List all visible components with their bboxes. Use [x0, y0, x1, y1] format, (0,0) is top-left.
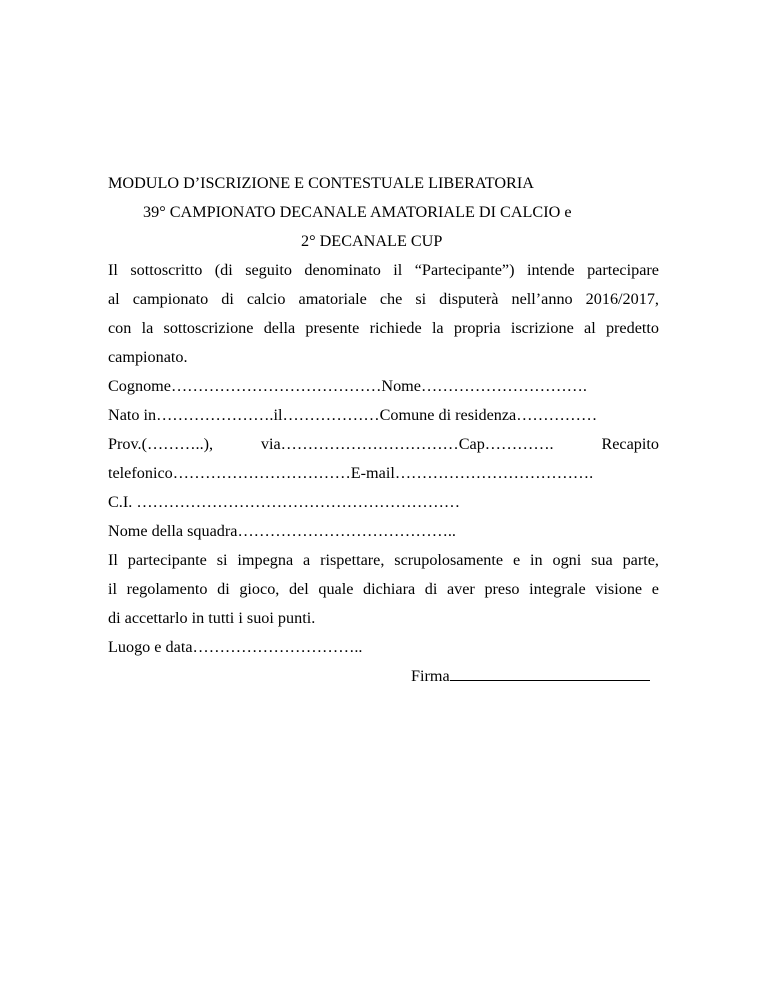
word: a — [303, 551, 311, 569]
word: impegna — [237, 551, 294, 569]
word: visione — [595, 580, 643, 598]
document-title-line-2: 39° CAMPIONATO DECANALE AMATORIALE DI CALCIO e — [143, 203, 572, 221]
word: che — [379, 290, 403, 308]
word: parte, — [622, 551, 659, 569]
word: rispettare, — [320, 551, 385, 569]
word: intende — [526, 261, 575, 279]
field-luogo-data[interactable]: Luogo e data………………………….. — [108, 638, 363, 656]
word: partecipante — [127, 551, 207, 569]
word: scrupolosamente — [394, 551, 504, 569]
field-carta-identita[interactable]: C.I. …………………………………………………… — [108, 493, 461, 511]
word: della — [263, 319, 296, 337]
word: campionato — [132, 290, 209, 308]
field-nascita-residenza[interactable]: Nato in………………….il………………Comune di residenza…………… — [108, 406, 598, 424]
word: di — [217, 580, 230, 598]
word: presente — [305, 319, 360, 337]
word: quale — [318, 580, 354, 598]
word: si — [216, 551, 228, 569]
word: di — [424, 580, 438, 598]
word: richiede — [369, 319, 422, 337]
word: Recapito — [601, 435, 659, 453]
document-title-line-3: 2° DECANALE CUP — [301, 232, 443, 250]
word: si — [415, 290, 427, 308]
word: ogni — [552, 551, 582, 569]
word: partecipare — [587, 261, 659, 279]
signature-area — [108, 662, 659, 691]
word: sottoscrizione — [163, 319, 254, 337]
word: propria — [453, 319, 501, 337]
intro-line-2 — [108, 285, 659, 314]
word: la — [431, 319, 444, 337]
word: al — [108, 290, 120, 308]
impegno-line-2 — [108, 575, 659, 604]
word: aver — [446, 580, 475, 598]
word: preso — [484, 580, 520, 598]
word: gioco, — [239, 580, 280, 598]
word: (di — [214, 261, 233, 279]
intro-line-3 — [108, 314, 659, 343]
word: al — [584, 319, 596, 337]
word: Prov.(………..), — [108, 435, 214, 453]
word: il — [393, 261, 403, 279]
impegno-line-3: di accettarlo in tutti i suoi punti. — [108, 609, 316, 627]
intro-line-1 — [108, 256, 659, 285]
field-telefono-email[interactable]: telefonico……………………………E-mail………………………………. — [108, 464, 594, 482]
word: con — [108, 319, 132, 337]
word: “Partecipante”) — [414, 261, 515, 279]
word: denominato — [304, 261, 381, 279]
word: disputerà — [439, 290, 499, 308]
word: via……………………………Cap…………. — [260, 435, 554, 453]
word: nell’anno — [511, 290, 573, 308]
signature-label: Firma — [411, 667, 450, 685]
word: seguito — [245, 261, 292, 279]
word: Il — [108, 261, 118, 279]
word: Il — [108, 551, 118, 569]
intro-line-4: campionato. — [108, 348, 188, 366]
word: regolamento — [126, 580, 208, 598]
word: dichiara — [363, 580, 416, 598]
field-prov-via-cap[interactable] — [108, 430, 659, 459]
word: e — [651, 580, 659, 598]
word: di — [221, 290, 234, 308]
word: calcio — [246, 290, 286, 308]
document-body — [108, 169, 659, 691]
word: sottoscritto — [130, 261, 203, 279]
word: il — [108, 580, 117, 598]
field-cognome-nome[interactable]: Cognome…………………………………Nome…………………………. — [108, 377, 587, 395]
field-nome-squadra[interactable]: Nome della squadra………………………………….. — [108, 522, 456, 540]
word: integrale — [529, 580, 586, 598]
word: sua — [591, 551, 613, 569]
word: 2016/2017, — [585, 290, 659, 308]
word: la — [141, 319, 154, 337]
word: e — [512, 551, 521, 569]
document-title-line-1: MODULO D’ISCRIZIONE E CONTESTUALE LIBERATORIA — [108, 174, 534, 192]
impegno-line-1 — [108, 546, 659, 575]
word: iscrizione — [510, 319, 574, 337]
word: predetto — [605, 319, 659, 337]
word: amatoriale — [298, 290, 367, 308]
signature-line[interactable] — [450, 664, 650, 681]
word: del — [288, 580, 309, 598]
word: in — [530, 551, 543, 569]
